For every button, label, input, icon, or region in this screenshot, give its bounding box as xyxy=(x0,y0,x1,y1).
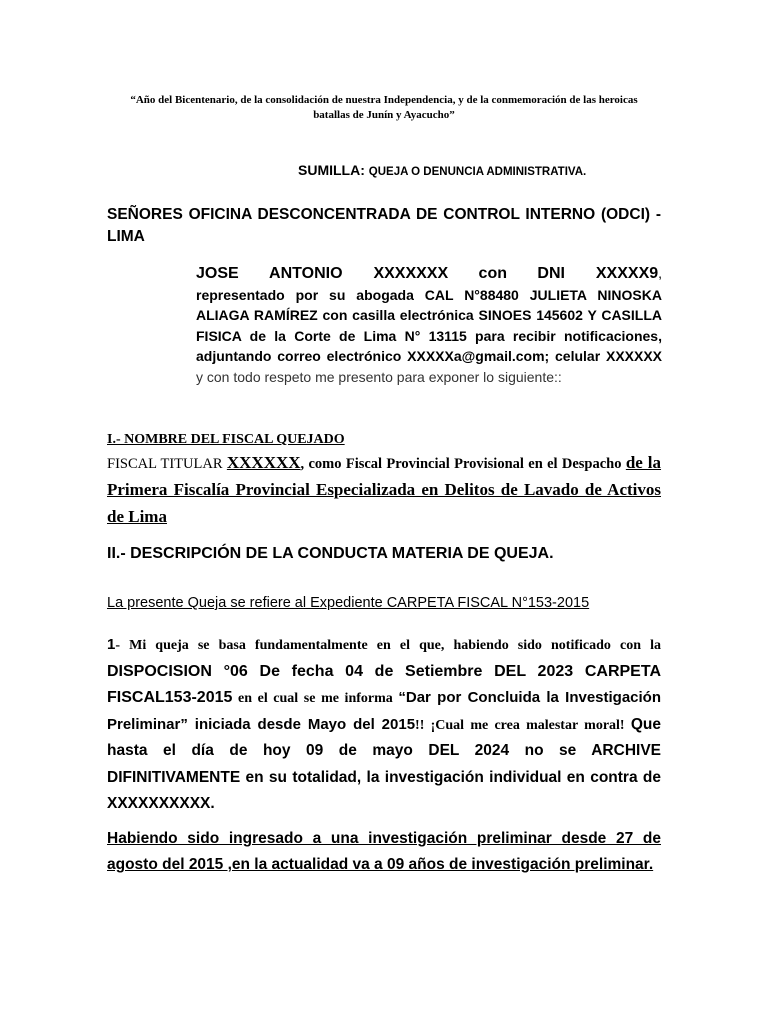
intro-body: representado por su abogada CAL N°88480 JULIETA NINOSKA ALIAGA RAMÍREZ con casilla electrónica SINOES 145602 Y CASILLA FISICA de la Corte de Lima N° 13115 para recibir notificaciones, adjuntando correo electrónico xyxy=(196,286,662,364)
intro-paragraph xyxy=(196,263,662,387)
fiscal-office: de la Primera Fiscalía Provincial Especializada en Delitos de Lavado de Activos de Lima xyxy=(107,453,662,526)
complainant-dni: DNI XXXXX9 xyxy=(537,265,659,282)
complainant-con: con xyxy=(478,265,507,282)
paragraph-1 xyxy=(107,632,661,818)
fiscal-role: , como Fiscal Provincial Provisional en el Despacho xyxy=(300,456,622,472)
sumilla-line xyxy=(298,162,586,178)
intro-contact: XXXXXa@gmail.com; celular XXXXXX xyxy=(407,348,663,364)
intro-closing: y con todo respeto me presento para exponer lo siguiente:: xyxy=(196,368,562,385)
disposition-reference: DISPOCISION °06 De fecha 04 de Setiembre DEL 2023 CARPETA FISCAL153-2015 xyxy=(107,662,661,706)
paragraph-2: Habiendo sido ingresado a una investigación preliminar desde 27 de agosto del 2015 ,en la actualidad va a 09 años de investigación preliminar. xyxy=(107,830,661,873)
paragraph-1-exclaim: !! ¡Cual me crea malestar moral! xyxy=(415,717,625,733)
paragraph-1-mid: en el cual se me informa xyxy=(238,691,393,706)
case-reference: La presente Queja se refiere al Expediente CARPETA FISCAL N°153-2015 xyxy=(107,595,590,611)
motto-header xyxy=(100,93,668,123)
section-1-title: I.- NOMBRE DEL FISCAL QUEJADO xyxy=(107,432,345,447)
section-2-title: II.- DESCRIPCIÓN DE LA CONDUCTA MATERIA DE QUEJA. xyxy=(107,545,554,562)
paragraph-1-quote: “Dar por Concluida la Investigación Preliminar” iniciada desde Mayo del 2015 xyxy=(107,689,662,733)
fiscal-name: XXXXXX xyxy=(226,453,301,472)
paragraph-1-closing: Que hasta el día de hoy 09 de mayo DEL 2024 no se ARCHIVE DIFINITIVAMENTE en su totalidad, la investigación individual en contra de XXXXXXXXXX. xyxy=(107,715,661,812)
motto-line-2: batallas de Junín y Ayacucho” xyxy=(313,109,455,121)
complainant-comma: , xyxy=(658,265,663,281)
section-1-body xyxy=(107,450,661,531)
paragraph-1-number: 1 xyxy=(107,636,116,653)
paragraph-1-intro: - Mi queja se basa fundamentalmente en el que, habiendo sido notificado con la xyxy=(115,638,661,653)
addressee: SEÑORES OFICINA DESCONCENTRADA DE CONTROL INTERNO (ODCI) - LIMA xyxy=(107,206,661,245)
sumilla-text: QUEJA O DENUNCIA ADMINISTRATIVA. xyxy=(368,166,587,178)
motto-line-1: “Año del Bicentenario, de la consolidación de nuestra Independencia, y de la conmemoración de las heroicas xyxy=(130,94,638,106)
complainant-name: JOSE ANTONIO XXXXXXX xyxy=(196,265,449,282)
sumilla-label: SUMILLA: xyxy=(298,162,365,178)
fiscal-prefix: FISCAL TITULAR xyxy=(107,456,223,472)
